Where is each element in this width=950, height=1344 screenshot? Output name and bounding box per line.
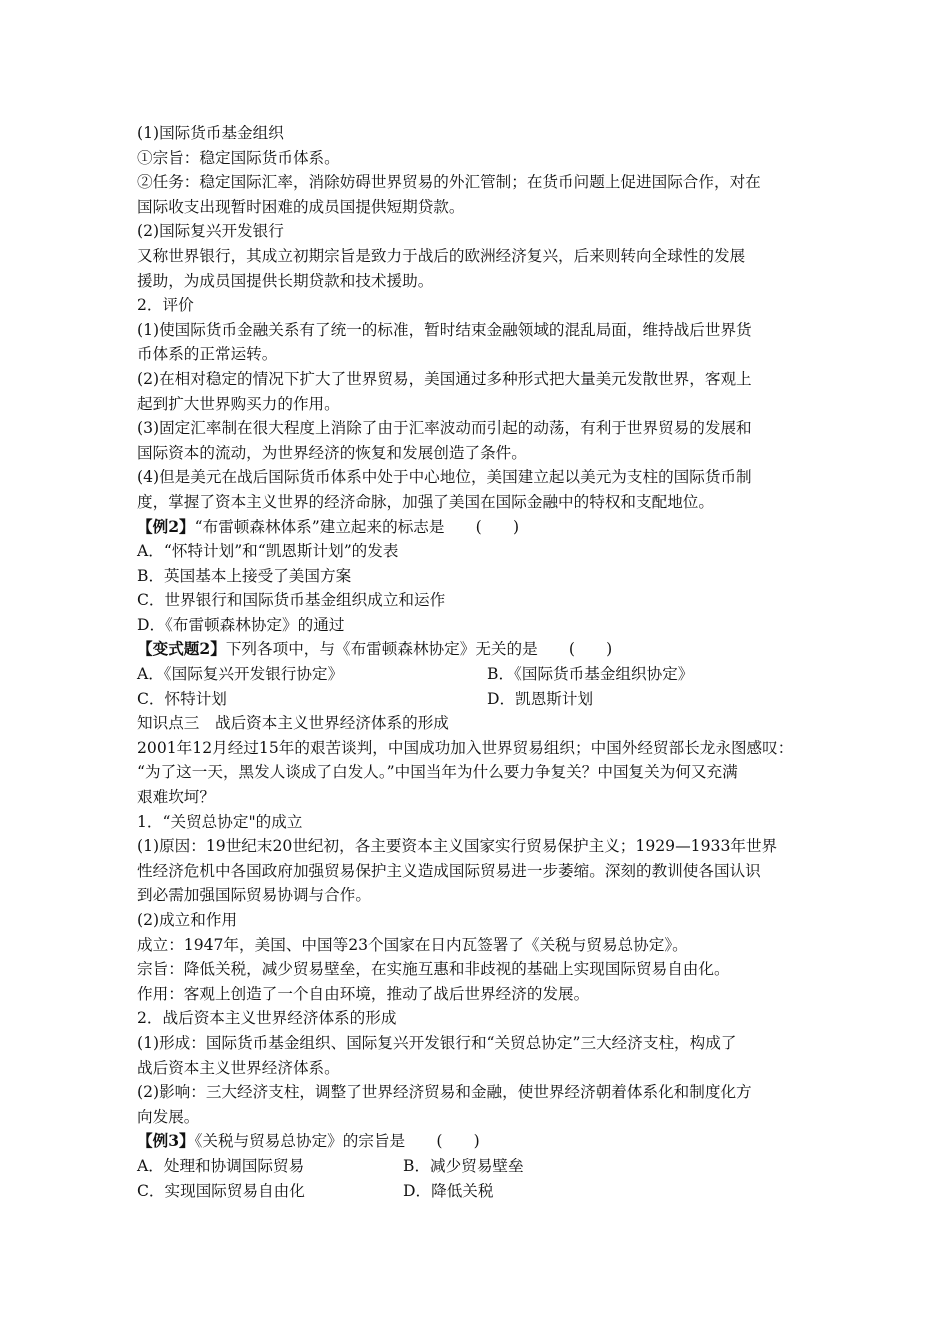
example-2-question <box>137 515 827 540</box>
section-heading: 2．评价 <box>137 296 194 315</box>
text-line: (1)国际货币基金组织 <box>137 124 284 142</box>
option-d: D．降低关税 <box>403 1181 494 1200</box>
option-c: C．怀特计划 <box>137 689 227 708</box>
text-line: 币体系的正常运转。 <box>137 345 278 364</box>
text-line: 又称世界银行，其成立初期宗旨是致力于战后的欧洲经济复兴，后来则转向全球性的发展 <box>137 246 746 265</box>
text-line: (1)形成：国际货币基金组织、国际复兴开发银行和“关贸总协定”三大经济支柱，构成了 <box>137 1033 737 1052</box>
text-line: (1)原因：19世纪末20世纪初，各主要资本主义国家实行贸易保护主义；1929—1933年世界 <box>137 837 778 856</box>
option-d: D．凯恩斯计划 <box>487 689 594 708</box>
options-row <box>137 687 827 712</box>
text-line: 作用：客观上创造了一个自由环境，推动了战后世界经济的发展。 <box>137 984 590 1003</box>
option-b: B．减少贸易壁垒 <box>403 1156 524 1175</box>
text-line: (2)影响：三大经济支柱，调整了世界经济贸易和金融，使世界经济朝着体系化和制度化方 <box>137 1083 752 1102</box>
options-row <box>137 662 827 687</box>
text-line: (1)使国际货币金融关系有了统一的标准，暂时结束金融领域的混乱局面，维持战后世界货 <box>137 320 752 339</box>
text-line: 国际资本的流动，为世界经济的恢复和发展创造了条件。 <box>137 443 527 462</box>
example-tag: 【例2】 <box>137 516 195 536</box>
option-b: B．英国基本上接受了美国方案 <box>137 566 352 585</box>
section-title: 知识点三 战后资本主义世界经济体系的形成 <box>137 714 449 733</box>
text-line: 向发展。 <box>137 1107 200 1126</box>
text-line: 援助，为成员国提供长期贷款和技术援助。 <box>137 271 434 290</box>
text-line: 宗旨：降低关税，减少贸易壁垒，在实施互惠和非歧视的基础上实现国际贸易自由化。 <box>137 960 730 979</box>
text-line: (2)成立和作用 <box>137 911 238 929</box>
text-line: 性经济危机中各国政府加强贸易保护主义造成国际贸易进一步萎缩。深刻的教训使各国认识 <box>137 861 761 880</box>
question-text: 《关税与贸易总协定》的宗旨是 ( ) <box>194 1132 480 1151</box>
question-text: “布雷顿森林体系”建立起来的标志是 ( ) <box>194 517 520 536</box>
example-3-question <box>137 1129 827 1154</box>
section-heading: 1．“关贸总协定"的成立 <box>137 812 303 831</box>
document-page <box>137 121 827 1203</box>
option-a: A．《国际复兴开发银行协定》 <box>137 665 344 684</box>
option-a: A．处理和协调国际贸易 <box>137 1156 305 1175</box>
text-line: (4)但是美元在战后国际货币体系中处于中心地位，美国建立起以美元为支柱的国际货币制 <box>137 468 752 487</box>
option-c: C．世界银行和国际货币基金组织成立和运作 <box>137 591 446 610</box>
options-row <box>137 1154 827 1179</box>
text-line: 2001年12月经过15年的艰苦谈判，中国成功加入世界贸易组织；中国外经贸部长龙永图感叹： <box>137 738 794 757</box>
text-line: 到必需加强国际贸易协调与合作。 <box>137 886 371 905</box>
option-a: A．“怀特计划”和“凯恩斯计划”的发表 <box>137 542 399 561</box>
text-line: (2)在相对稳定的情况下扩大了世界贸易，美国通过多种形式把大量美元发散世界，客观上 <box>137 369 752 388</box>
text-line: 艰难坎坷？ <box>137 788 215 807</box>
options-row <box>137 1179 827 1204</box>
text-line: 国际收支出现暂时困难的成员国提供短期贷款。 <box>137 197 465 216</box>
section-heading: 2．战后资本主义世界经济体系的形成 <box>137 1009 397 1028</box>
text-line: (2)国际复兴开发银行 <box>137 222 284 241</box>
question-text: 下列各项中，与《布雷顿森林协定》无关的是 ( ) <box>225 640 613 659</box>
example-tag: 【变式题2】 <box>137 639 226 659</box>
variant-2-question <box>137 637 827 662</box>
example-tag: 【例3】 <box>137 1131 195 1151</box>
text-line: 战后资本主义世界经济体系。 <box>137 1058 340 1077</box>
text-line: 度，掌握了资本主义世界的经济命脉，加强了美国在国际金融中的特权和支配地位。 <box>137 492 714 511</box>
text-line: “为了这一天，黑发人谈成了白发人。”中国当年为什么要力争复关？中国复关为何又充满 <box>137 763 738 782</box>
text-line: (3)固定汇率制在很大程度上消除了由于汇率波动而引起的动荡，有利于世界贸易的发展和 <box>137 419 752 438</box>
option-c: C．实现国际贸易自由化 <box>137 1181 305 1200</box>
text-line: 成立：1947年，美国、中国等23个国家在日内瓦签署了《关税与贸易总协定》。 <box>137 935 688 954</box>
text-line: ①宗旨：稳定国际货币体系。 <box>137 148 340 167</box>
text-line: ②任务：稳定国际汇率，消除妨碍世界贸易的外汇管制；在货币问题上促进国际合作，对在 <box>137 173 761 192</box>
option-d: D．《布雷顿森林协定》的通过 <box>137 615 345 634</box>
text-line: 起到扩大世界购买力的作用。 <box>137 394 340 413</box>
option-b: B．《国际货币基金组织协定》 <box>487 665 694 684</box>
